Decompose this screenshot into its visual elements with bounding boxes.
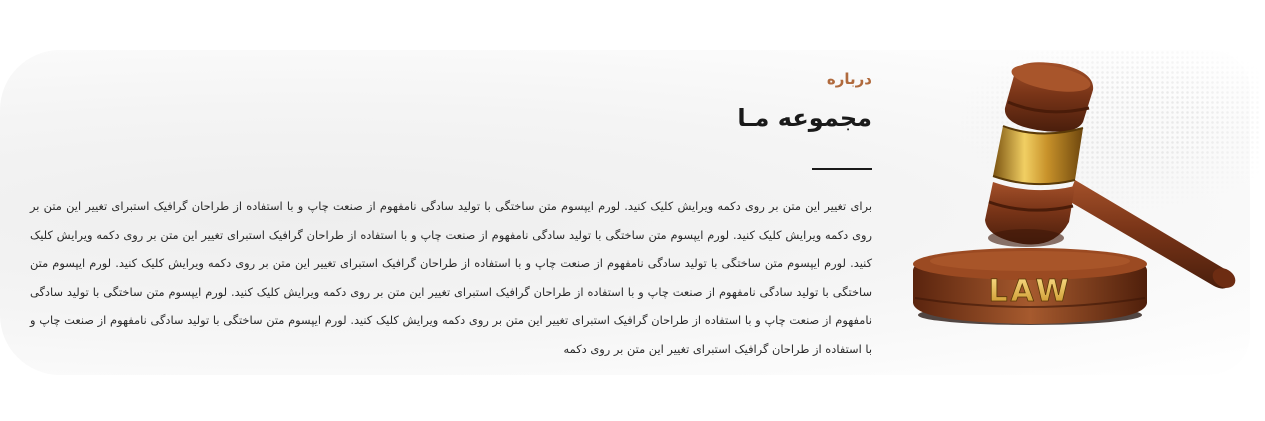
about-text-block — [30, 66, 872, 363]
section-heading: مجموعه مـا — [737, 104, 872, 132]
gavel-icon — [905, 60, 1250, 335]
heading-divider — [812, 168, 872, 170]
section-eyebrow: درباره — [826, 70, 872, 88]
law-label: LAW — [988, 274, 1072, 309]
about-paragraph: برای تغییر این متن بر روی دکمه ویرایش کلیک کنید. لورم ایپسوم متن ساختگی با تولید سادگی نامفهوم از صنعت چاپ و با استفاده از طراحان گرافیک استبرای تغییر این متن بر روی دکمه ویرایش کلیک کنید. لورم ایپسوم متن ساختگی با تولید سادگی نامفهوم از صنعت چاپ و با استفاده از طراحان گرافیک استبرای تغییر این متن بر روی دکمه ویرایش کلیک کنید. لورم ایپسوم متن ساختگی با تولید سادگی نامفهوم از صنعت چاپ و با استفاده از طراحان گرافیک استبرای تغییر این متن بر روی دکمه ویرایش کلیک کنید. لورم ایپسوم متن ساختگی با تولید سادگی نامفهوم از صنعت چاپ و با استفاده از طراحان گرافیک استبرای تغییر این متن بر روی دکمه ویرایش کلیک کنید. لورم ایپسوم متن ساختگی با تولید سادگی نامفهوم از صنعت چاپ و با استفاده از طراحان گرافیک استبرای تغییر این متن بر روی دکمه ویرایش کلیک کنید. لورم ایپسوم متن ساختگی با تولید سادگی نامفهوم از صنعت چاپ و با استفاده از طراحان گرافیک استبرای تغییر این متن بر روی دکمه — [30, 199, 872, 356]
gavel-gold-band — [993, 126, 1083, 184]
